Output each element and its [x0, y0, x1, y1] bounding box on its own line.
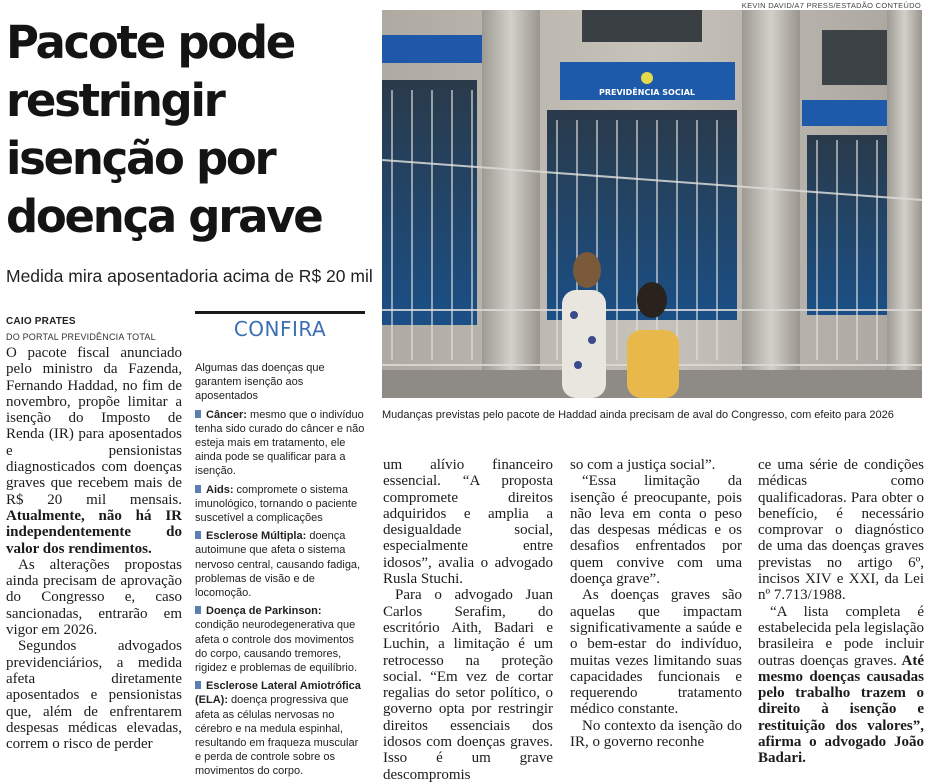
bullet-square-icon	[195, 681, 201, 689]
item-text: mesmo que o indivíduo tenha sido curado do câncer e não esteja mais em tratamento, ele ainda pode se qualificar para a isenção.	[195, 408, 365, 478]
item-term: Doença de Parkinson:	[206, 605, 322, 618]
sidebar-item-ela	[195, 679, 367, 778]
paragraph-text: O pacote fiscal anunciado pelo ministro da Fazenda, Fernando Haddad, no fim de novembro, propõe limitar a isenção do Imposto de Renda (IR) para aposentados e pensionistas diagnosticados com doenças graves que recebem mais de R$ 20 mil mensais.	[6, 345, 182, 508]
item-term: Esclerose Lateral Amiotrófica (ELA):	[195, 680, 361, 707]
paragraph: Para o advogado Juan Carlos Serafim, do escritório Aith, Badari e Luchin, a limitação é um retrocesso na proteção social. “Em vez de cortar regalias do setor político, o governo opta por restringir direitos essenciais dos idosos com doenças graves. Isso é um grave descompromis	[383, 587, 553, 783]
sign-text: PREVIDÊNCIA SOCIAL	[599, 88, 695, 97]
paragraph-text: “A lista completa é estabelecida pela legislação brasileira e pode incluir outras doenças graves.	[758, 603, 924, 669]
paragraph: No contexto da isenção do IR, o governo reconhe	[570, 717, 742, 751]
body-column-3	[570, 457, 742, 750]
item-text: doença progressiva que afeta as células nervosas no cérebro e na medula espinhal, resultando em fraqueza muscular e perda de controle sobre os movimentos do corpo.	[195, 694, 359, 778]
sidebar-item-cancer	[195, 408, 367, 479]
paragraph: um alívio financeiro essencial. “A proposta compromete direitos adquiridos e amplia a desigualdade social, especialmente entre idosos”, avalia o advogado Rusla Stuchi.	[383, 457, 553, 588]
paragraph-bold-text: Até mesmo doenças causadas pelo trabalho trazem o direito à isenção e restituição dos valores”, afirma o advogado João Badari.	[758, 652, 924, 767]
sidebar-item-esclerose-multipla	[195, 529, 367, 600]
sidebar-title: CONFIRA	[233, 317, 327, 341]
paragraph: Segundos advogados previdenciários, a medida afeta diretamente aposentados e pensionistas que, além de enfrentarem despesas médicas elevadas, correm o risco de perder	[6, 638, 182, 753]
item-text: compromete o sistema imunológico, tornando o paciente suscetível a complicações	[195, 483, 358, 525]
photo-credit: KEVIN DAVID/A7 PRESS/ESTADÃO CONTEÚDO	[741, 1, 921, 10]
author-outlet: DO PORTAL PREVIDÊNCIA TOTAL	[6, 332, 156, 342]
bullet-square-icon	[195, 485, 201, 493]
author-byline: CAIO PRATES	[6, 316, 76, 327]
item-term: Aids:	[206, 483, 234, 496]
paragraph: so com a justiça social”.	[570, 457, 716, 473]
paragraph: ce uma série de condições médicas como qualificadoras. Para obter o benefício, é necessário comprovar o diagnóstico de uma das doenças graves previstas no artigo 6º, incisos XIV e XXI, da Lei nº 7.713/1988.	[758, 457, 924, 604]
bullet-square-icon	[195, 410, 201, 418]
sidebar-item-parkinson	[195, 604, 367, 675]
item-text: condição neurodegenerativa que afeta o controle dos movimentos do corpo, causando tremores, rigidez e problemas de equilíbrio.	[195, 619, 358, 675]
paragraph: As alterações propostas ainda precisam de aprovação do Congresso e, caso sancionadas, entrarão em vigor em 2026.	[6, 556, 182, 639]
subheadline: Medida mira aposentadoria acima de R$ 20 mil	[6, 266, 373, 286]
paragraph	[758, 604, 924, 767]
box-top-rule	[195, 311, 365, 314]
building-illustration	[382, 10, 922, 398]
body-column-1	[6, 345, 182, 752]
item-text: doença autoimune que afeta o sistema nervoso central, causando fadiga, problemas de visão e de locomoção.	[195, 530, 361, 600]
sidebar-item-aids	[195, 483, 367, 526]
item-term: Câncer:	[206, 408, 247, 421]
body-column-4	[758, 457, 924, 767]
sidebar-list	[195, 361, 367, 783]
bullet-square-icon	[195, 531, 201, 539]
item-term: Esclerose Múltipla:	[206, 530, 307, 543]
sidebar-intro: Algumas das doenças que garantem isenção aos aposentados	[195, 362, 325, 403]
body-column-2	[383, 457, 553, 783]
headline: Pacote pode restringir isenção por doença grave	[6, 16, 322, 243]
paragraph: As doenças graves são aquelas que impactam significativamente a saúde e o bem-estar do indivíduo, muitas vezes limitando suas capacidades funcionais e requerendo tratamento médico constante.	[570, 587, 742, 718]
news-photo	[382, 10, 922, 398]
paragraph	[6, 345, 182, 557]
paragraph: “Essa limitação da isenção é preocupante, pois não leva em conta o peso das despesas médicas e os desafios enfrentados por quem convive com uma doença grave”.	[570, 473, 742, 588]
paragraph-bold-text: Atualmente, não há IR independentemente do valor dos rendimentos.	[6, 507, 182, 557]
photo-caption: Mudanças previstas pelo pacote de Haddad ainda precisam de aval do Congresso, com efeito para 2026	[382, 409, 894, 421]
bullet-square-icon	[195, 606, 201, 614]
